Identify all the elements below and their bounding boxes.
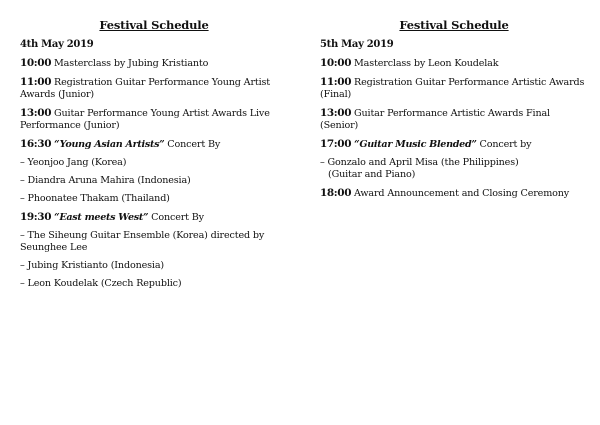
- performer-line: – Diandra Aruna Mahira (Indonesia): [20, 175, 191, 186]
- entry-time: 11:00: [320, 76, 352, 88]
- schedule-column-may-4: [20, 18, 288, 296]
- entry-time: 19:30: [20, 211, 52, 223]
- schedule-entry: [20, 107, 288, 132]
- entry-text: Concert by: [476, 139, 532, 150]
- entry-text: Registration Guitar Performance Young Artist Awards (Junior): [20, 77, 270, 100]
- entry-text: Masterclass by Leon Koudelak: [351, 58, 499, 69]
- entry-text: Concert By: [164, 139, 221, 150]
- performer-line: [320, 157, 588, 181]
- entry-text: Registration Guitar Performance Artistic Awards (Final): [320, 77, 585, 100]
- concert-title: “Young Asian Artists”: [51, 139, 165, 150]
- concert-title: “Guitar Music Blended”: [351, 139, 477, 150]
- schedule-entry: [320, 187, 588, 200]
- entry-text: Concert By: [148, 212, 204, 223]
- schedule-entry: [320, 107, 588, 132]
- entry-text: Award Announcement and Closing Ceremony: [351, 188, 570, 199]
- entry-time: 10:00: [20, 57, 52, 69]
- schedule-date: 5th May 2019: [320, 39, 394, 50]
- schedule-column-may-5: [320, 18, 588, 206]
- performer-line: – Jubing Kristianto (Indonesia): [20, 260, 164, 271]
- schedule-entry: [20, 57, 288, 70]
- schedule-entry-concert: [320, 138, 588, 151]
- schedule-entry-concert: [20, 138, 288, 151]
- schedule-entry: [320, 76, 588, 101]
- concert-title: “East meets West”: [51, 212, 149, 223]
- performer-names: – Gonzalo and April Misa (the Philippines): [320, 157, 519, 168]
- performer-line: – Phoonatee Thakam (Thailand): [20, 193, 170, 204]
- performer-line: – The Siheung Guitar Ensemble (Korea) directed by Seunghee Lee: [20, 230, 265, 253]
- entry-time: 16:30: [20, 138, 52, 150]
- performer-line: – Yeonjoo Jang (Korea): [20, 157, 127, 168]
- schedule-entry: [20, 76, 288, 101]
- performer-instruments: (Guitar and Piano): [328, 169, 416, 180]
- entry-text: Guitar Performance Young Artist Awards Live Performance (Junior): [20, 108, 270, 131]
- entry-time: 13:00: [320, 107, 352, 119]
- schedule-entry-concert: [20, 211, 288, 224]
- performer-line: – Leon Koudelak (Czech Republic): [20, 278, 182, 289]
- entry-text: Guitar Performance Artistic Awards Final (Senior): [320, 108, 550, 131]
- schedule-heading: Festival Schedule: [99, 18, 209, 32]
- schedule-date: 4th May 2019: [20, 39, 94, 50]
- entry-time: 17:00: [320, 138, 352, 150]
- schedule-heading: Festival Schedule: [399, 18, 509, 32]
- entry-time: 18:00: [320, 187, 352, 199]
- entry-text: Masterclass by Jubing Kristianto: [51, 58, 209, 69]
- schedule-entry: [320, 57, 588, 70]
- entry-time: 10:00: [320, 57, 352, 69]
- entry-time: 13:00: [20, 107, 52, 119]
- entry-time: 11:00: [20, 76, 52, 88]
